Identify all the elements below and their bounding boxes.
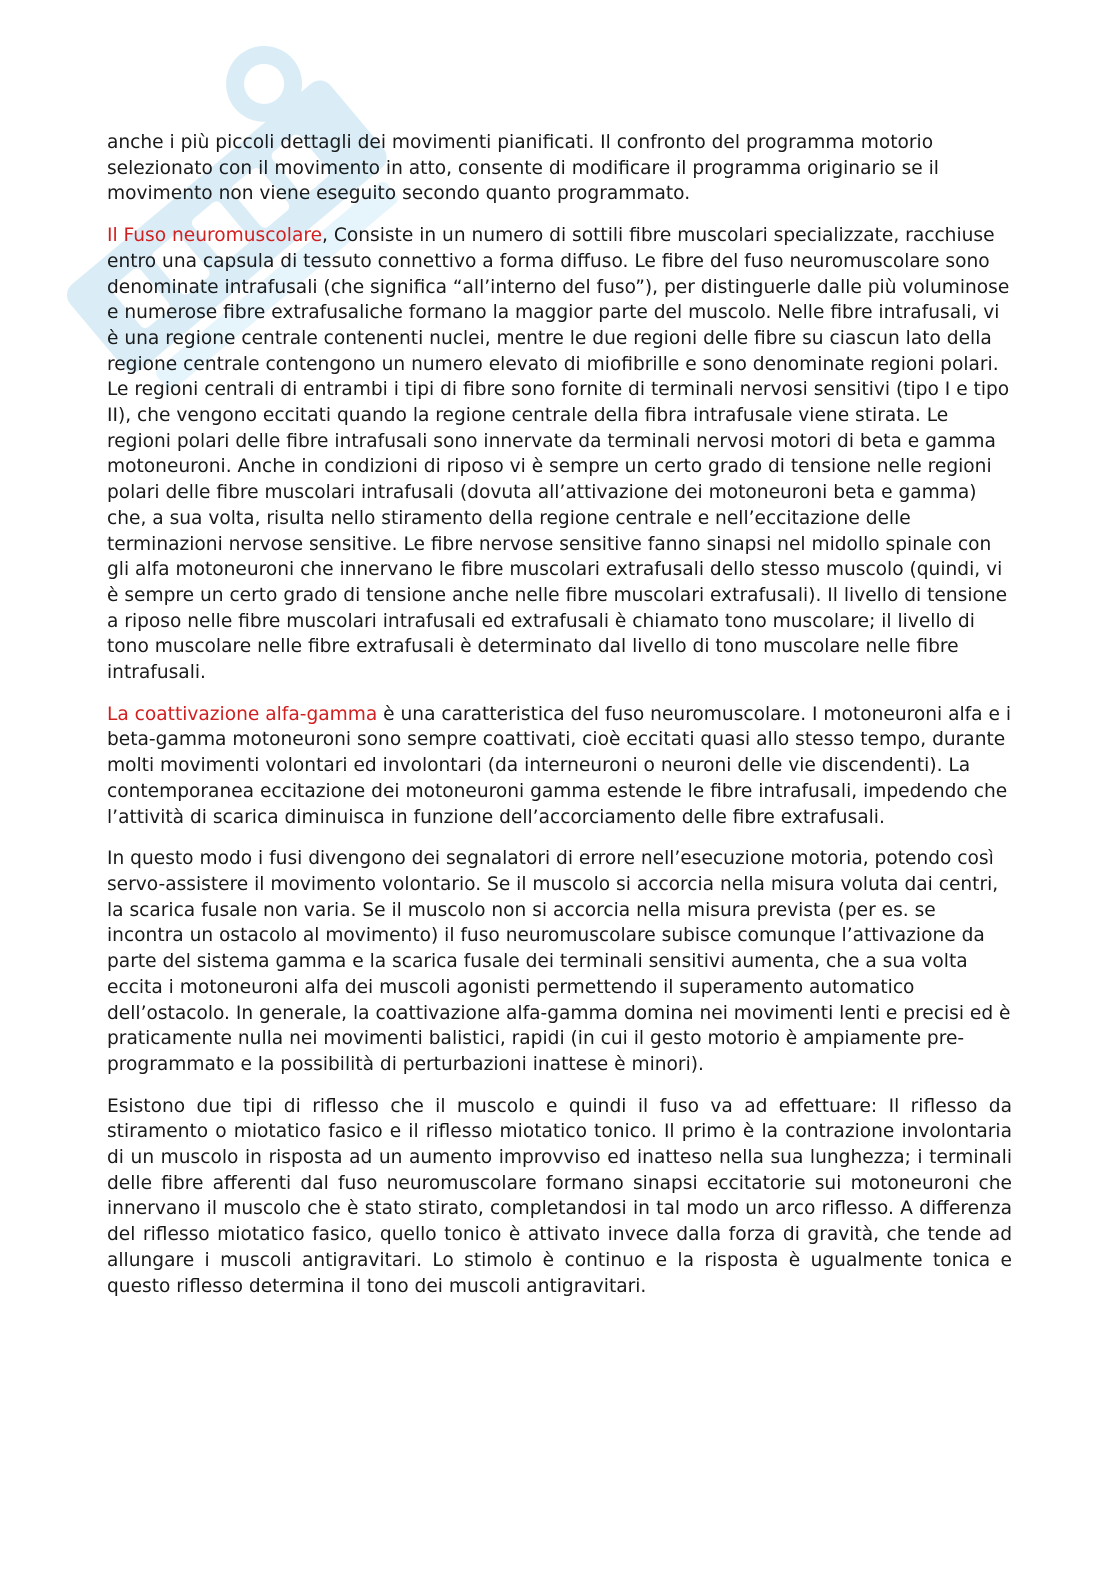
- paragraph-2-text: , Consiste in un numero di sottili fibre muscolari specializzate, racchiuse entro una capsula di tessuto connettivo a forma diffuso. Le fibre del fuso neuromuscolare sono denominate intrafusali (che significa “all’interno del fuso”), per distinguerle dalle più voluminose e numerose fibre extrafusaliche formano la maggior parte del muscolo. Nelle fibre intrafusali, vi è una regione centrale contenenti nuclei, mentre le due regioni delle fibre su ciascun lato della regione centrale contengono un numero elevato di miofibrille e sono denominate regioni polari. Le regioni centrali di entrambi i tipi di fibre sono fornite di terminali nervosi sensitivi (tipo I e tipo II), che vengono eccitati quando la regione centrale della fibra intrafusale viene stirata. Le regioni polari delle fibre intrafusali sono innervate da terminali nervosi motori di beta e gamma motoneuroni. Anche in condizioni di riposo vi è sempre un certo grado di tensione nelle regioni polari delle fibre muscolari intrafusali (dovuta all’attivazione dei motoneuroni beta e gamma) che, a sua volta, risulta nello stiramento della regione centrale e nell’eccitazione delle terminazioni nervose sensitive. Le fibre nervose sensitive fanno sinapsi nel midollo spinale con gli alfa motoneuroni che innervano le fibre muscolari extrafusali dello stesso muscolo (quindi, vi è sempre un certo grado di tensione anche nelle fibre muscolari extrafusali). Il livello di tensione a riposo nelle fibre muscolari intrafusali ed extrafusali è chiamato tono muscolare; il livello di tono muscolare nelle fibre extrafusali è determinato dal livello di tono muscolare nelle fibre intrafusali.: [107, 225, 1010, 684]
- paragraph-4: [107, 846, 1012, 1077]
- paragraph-1-text: anche i più piccoli dettagli dei movimenti pianificati. Il confronto del programma motorio selezionato con il movimento in atto, consente di modificare il programma originario se il movimento non viene eseguito secondo quanto programmato.: [107, 132, 939, 205]
- paragraph-3-heading: La coattivazione alfa-gamma: [107, 703, 378, 725]
- document-body: [107, 130, 1012, 1315]
- paragraph-2-heading: Il Fuso neuromuscolare: [107, 225, 323, 247]
- paragraph-4-text: In questo modo i fusi divengono dei segnalatori di errore nell’esecuzione motoria, potendo così servo-assistere il movimento volontario. Se il muscolo si accorcia nella misura voluta dai centri, la scarica fusale non varia. Se il muscolo non si accorcia nella misura prevista (per es. se incontra un ostacolo al movimento) il fuso neuromuscolare subisce comunque l’attivazione da parte del sistema gamma e la scarica fusale dei terminali sensitivi aumenta, che a sua volta eccita i motoneuroni alfa dei muscoli agonisti permettendo il superamento automatico dell’ostacolo. In generale, la coattivazione alfa-gamma domina nei movimenti lenti e precisi ed è praticamente nulla nei movimenti balistici, rapidi (in cui il gesto motorio è ampiamente pre-programmato e la possibilità di perturbazioni inattese è minori).: [107, 848, 1011, 1075]
- paragraph-5: [107, 1094, 1012, 1300]
- paragraph-1: [107, 130, 1012, 207]
- paragraph-5-text: Esistono due tipi di riflesso che il muscolo e quindi il fuso va ad effettuare: Il riflesso da stiramento o miotatico fasico e il riflesso miotatico tonico. Il primo è la contrazione involontaria di un muscolo in risposta ad un aumento improvviso ed inatteso nella sua lunghezza; i terminali delle fibre afferenti dal fuso neuromuscolare formano sinapsi eccitatorie sui motoneuroni che innervano il muscolo che è stato stirato, completandosi in tal modo un arco riflesso. A differenza del riflesso miotatico fasico, quello tonico è attivato invece dalla forza di gravità, che tende ad allungare i muscoli antigravitari. Lo stimolo è continuo e la risposta è ugualmente tonica e questo riflesso determina il tono dei muscoli antigravitari.: [107, 1095, 1012, 1297]
- paragraph-3: [107, 702, 1012, 831]
- paragraph-3-text: è una caratteristica del fuso neuromuscolare. I motoneuroni alfa e i beta-gamma motoneuroni sono sempre coattivati, cioè eccitati quasi allo stesso tempo, durante molti movimenti volontari ed involontari (da interneuroni o neuroni delle vie discendenti). La contemporanea eccitazione dei motoneuroni gamma estende le fibre intrafusali, impedendo che l’attività di scarica diminuisca in funzione dell’accorciamento delle fibre extrafusali.: [107, 703, 1011, 828]
- paragraph-2: [107, 223, 1012, 686]
